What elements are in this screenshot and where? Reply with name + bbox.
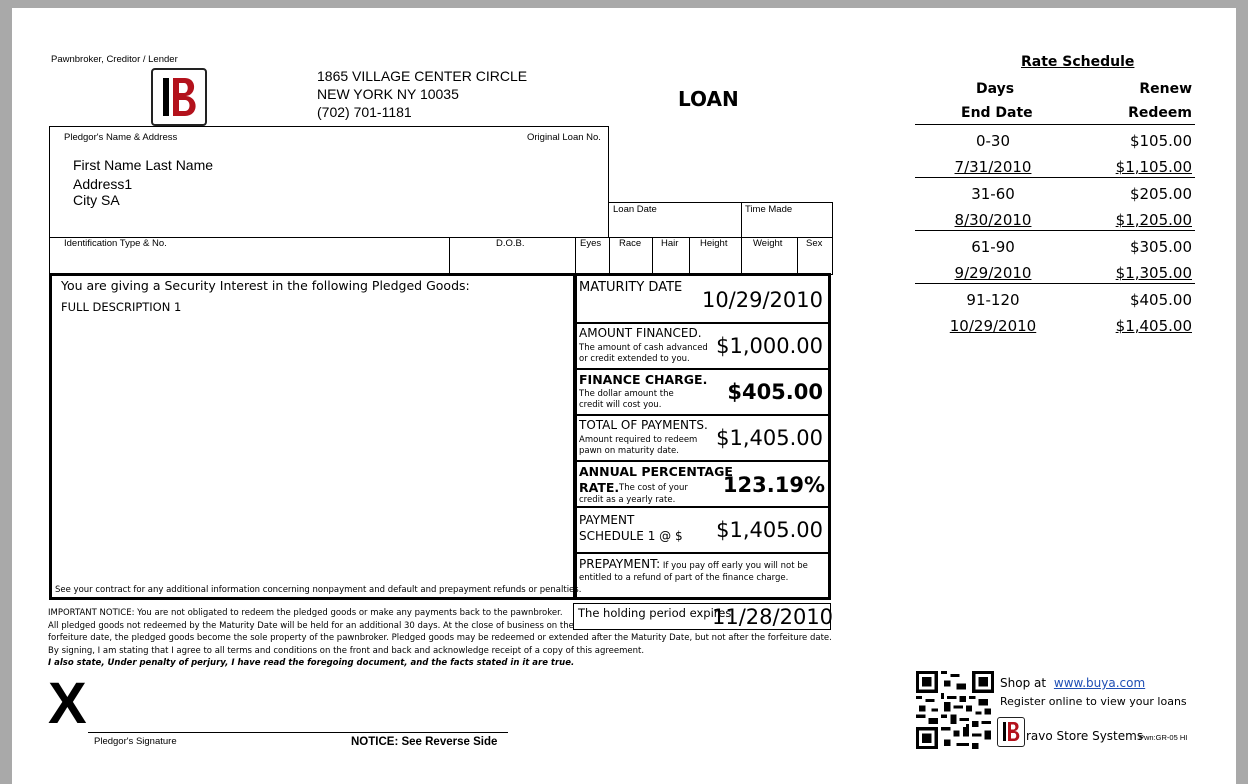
amount-financed-value: $1,000.00 [716, 334, 823, 358]
finance-charge-row [575, 370, 829, 416]
rate-days: 61-90 [971, 238, 1015, 256]
desc-line: The amount of cash advanced [579, 343, 708, 353]
desc-line: or credit extended to you. [579, 354, 690, 364]
divider [915, 230, 1195, 231]
prepayment-row [575, 555, 829, 597]
rate-end-date: 10/29/2010 [949, 317, 1037, 335]
amount-financed-row [575, 324, 829, 370]
id-type-label: Identification Type & No. [64, 238, 167, 249]
store-phone: (702) 701-1181 [317, 104, 412, 120]
pawnbroker-label: Pawnbroker, Creditor / Lender [51, 54, 178, 65]
pledged-goods-description: FULL DESCRIPTION 1 [61, 300, 182, 314]
divider [741, 237, 742, 275]
pledged-goods-box [49, 273, 577, 600]
height-label: Height [700, 238, 728, 249]
finance-charge-desc [579, 389, 674, 411]
divider [689, 237, 690, 275]
contract-note: See your contract for any additional information concerning nonpayment and default and prepayment refunds or penalties. [55, 585, 582, 595]
apr-row [575, 462, 829, 508]
shop-at-label: Shop at [1000, 676, 1047, 690]
maturity-date-value: 10/29/2010 [701, 288, 823, 312]
address-line-2: NEW YORK NY 10035 [317, 86, 459, 102]
desc-line: The dollar amount the [579, 389, 674, 399]
brand-name: ravo Store Systems [1026, 729, 1144, 743]
divider [609, 237, 610, 275]
maturity-date-label: MATURITY DATE [579, 280, 683, 295]
holding-period-value: 11/28/2010 [712, 605, 834, 629]
weight-label: Weight [753, 238, 783, 249]
qr-code[interactable] [915, 671, 995, 749]
days-header: Days [976, 81, 1015, 97]
rate-end-date: 9/29/2010 [954, 264, 1032, 282]
desc-line: credit will cost you. [579, 400, 662, 410]
rate-renew: $405.00 [1129, 291, 1192, 309]
eyes-label: Eyes [580, 238, 602, 249]
rate-days: 0-30 [975, 132, 1011, 150]
loan-document-page [12, 8, 1236, 784]
payment-schedule-value: $1,405.00 [716, 518, 823, 542]
holding-period-label: The holding period expires [578, 606, 732, 620]
divider [652, 237, 653, 275]
divider [741, 202, 742, 238]
signature-label: Pledgor's Signature [94, 736, 177, 747]
total-payments-desc [579, 435, 697, 457]
divider [449, 237, 450, 275]
payment-schedule-label [579, 512, 683, 544]
race-label: Race [619, 238, 642, 249]
notice-line: IMPORTANT NOTICE: You are not obligated to redeem the pledged goods or make any payments back to the pawnbroker. [48, 608, 563, 618]
label-line: PAYMENT [579, 513, 635, 527]
redeem-header: Redeem [1128, 105, 1192, 121]
rate-redeem: $1,105.00 [1115, 158, 1192, 176]
signature-mark: X [48, 671, 87, 736]
shop-at-line [1000, 676, 1145, 690]
hair-label: Hair [661, 238, 679, 249]
bravo-logo [151, 68, 207, 126]
rate-renew: $105.00 [1129, 132, 1192, 150]
desc-line: Amount required to redeem [579, 435, 698, 445]
rate-schedule-title: Rate Schedule [1021, 54, 1135, 70]
rate-end-date: 8/30/2010 [954, 211, 1032, 229]
notice-line: forfeiture date, the pledged goods become the sole property of the pawnbroker. Pledged goods may be redeemed or extended after the Maturity Date, but not after the forfeiture date. [48, 633, 832, 643]
time-made-label: Time Made [745, 204, 793, 215]
pledgor-name: First Name Last Name [73, 157, 214, 173]
rate-renew: $205.00 [1129, 185, 1192, 203]
rate-redeem: $1,405.00 [1115, 317, 1192, 335]
prepayment-desc: entitled to a refund of part of the finance charge. [579, 573, 789, 583]
finance-charge-label: FINANCE CHARGE. [579, 372, 708, 387]
rate-end-date: 7/31/2010 [954, 158, 1032, 176]
pledgor-section-label: Pledgor's Name & Address [64, 132, 178, 143]
renew-header: Renew [1139, 81, 1192, 97]
divider [915, 283, 1195, 284]
dob-label: D.O.B. [496, 238, 525, 249]
divider [797, 237, 798, 275]
prepayment-text [579, 558, 827, 584]
notice-line: I also state, [48, 658, 105, 668]
signature-line[interactable] [88, 732, 508, 733]
divider [915, 124, 1195, 125]
reverse-side-notice: NOTICE: See Reverse Side [351, 736, 498, 748]
total-payments-label: TOTAL OF PAYMENTS. [579, 418, 708, 432]
apr-desc: credit as a yearly rate. [579, 495, 676, 505]
bravo-small-logo [997, 717, 1025, 747]
rate-redeem: $1,305.00 [1115, 264, 1192, 282]
apr-label-rate: RATE. [579, 480, 620, 495]
pledgor-city: City SA [73, 192, 120, 208]
address-line-1: 1865 VILLAGE CENTER CIRCLE [317, 68, 528, 84]
maturity-date-row [575, 276, 829, 324]
document-title: LOAN [678, 87, 739, 111]
rate-days: 91-120 [966, 291, 1020, 309]
notice-line: By signing, I am stating that I agree to all terms and conditions on the front and back and acknowledge receipt of a copy of this agreement. [48, 645, 645, 656]
pledged-goods-intro: You are giving a Security Interest in the following Pledged Goods: [61, 278, 470, 293]
notice-line: All pledged goods not redeemed by the Maturity Date will be held for an additional 30 days. At the close of business on the [48, 620, 574, 631]
payment-schedule-row [575, 508, 829, 554]
important-notice [48, 607, 838, 670]
apr-value: 123.19% [722, 473, 825, 497]
shop-link[interactable]: www.buya.com [1053, 676, 1146, 690]
label-line: SCHEDULE [579, 529, 644, 543]
prepayment-desc: If you pay off early you will not be [662, 561, 808, 571]
amount-financed-desc [579, 343, 708, 365]
rate-days: 31-60 [971, 185, 1015, 203]
perjury-statement: Under penalty of perjury, I have read the foregoing document, and the facts stated in it are true. [107, 658, 575, 668]
total-payments-row [575, 416, 829, 462]
rate-renew: $305.00 [1129, 238, 1192, 256]
divider [575, 237, 576, 275]
divider [915, 177, 1195, 178]
form-code: Pwn:GR-05 HI [1139, 733, 1188, 742]
loan-date-label: Loan Date [613, 204, 657, 215]
original-loan-label: Original Loan No. [527, 132, 601, 143]
prepayment-label: PREPAYMENT: [579, 557, 661, 571]
finance-charge-value: $405.00 [727, 380, 823, 404]
apr-desc: The cost of your [619, 483, 688, 493]
total-payments-value: $1,405.00 [716, 426, 823, 450]
payment-count: 1 @ $ [647, 529, 683, 543]
rate-redeem: $1,205.00 [1115, 211, 1192, 229]
pledgor-address: Address1 [73, 176, 133, 192]
register-text: Register online to view your loans [1000, 695, 1187, 708]
amount-financed-label: AMOUNT FINANCED. [579, 326, 702, 340]
desc-line: pawn on maturity date. [579, 446, 679, 456]
apr-label: ANNUAL PERCENTAGE [579, 464, 733, 479]
sex-label: Sex [806, 238, 823, 249]
end-date-header: End Date [961, 105, 1033, 121]
store-address [317, 67, 527, 121]
